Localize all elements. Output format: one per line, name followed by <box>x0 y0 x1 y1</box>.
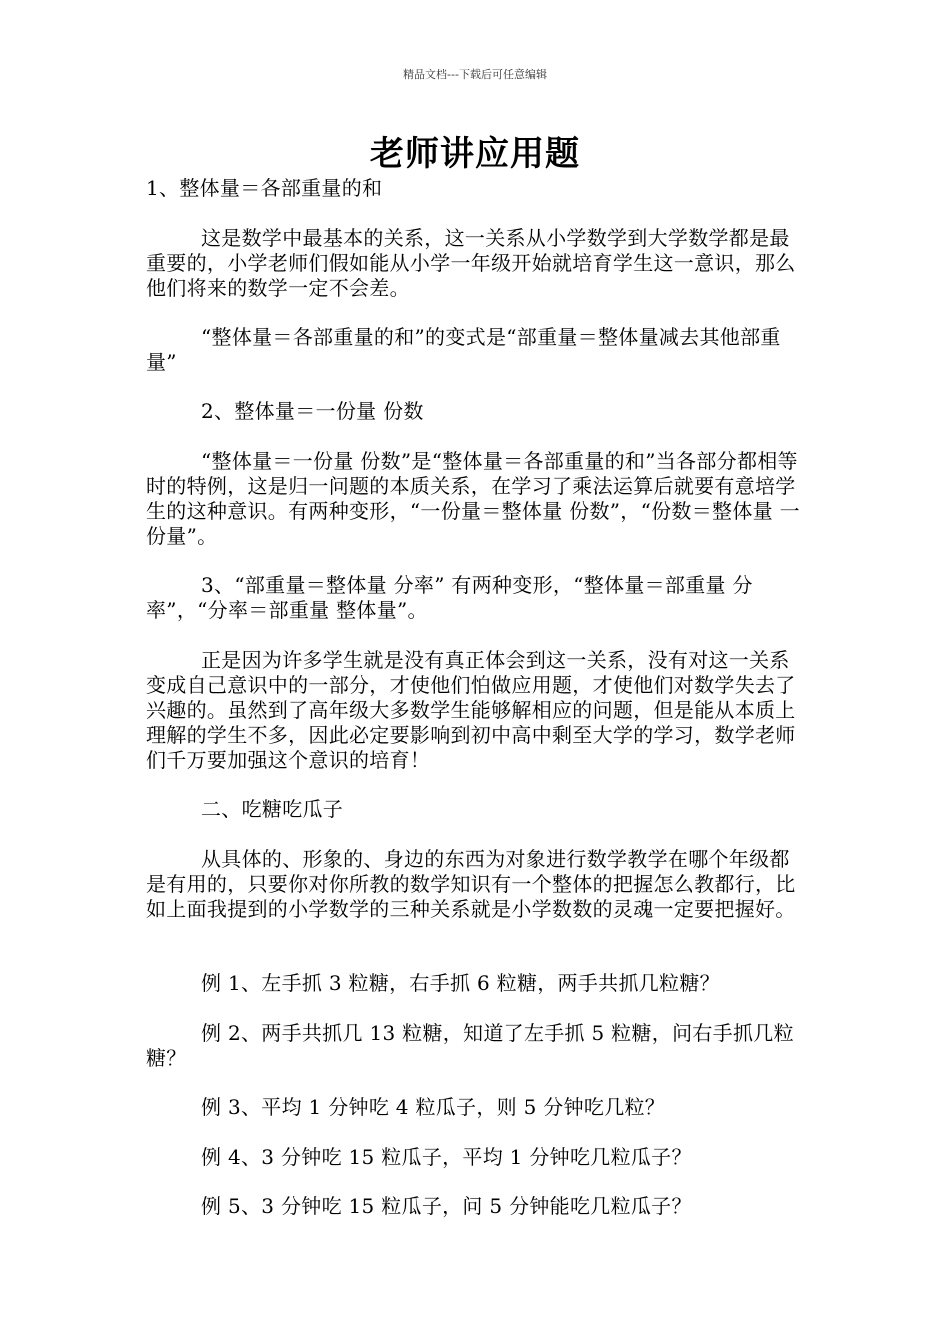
example-4: 例 4、3 分钟吃 15 粒瓜子，平均 1 分钟吃几粒瓜子？ <box>201 1145 692 1169</box>
paragraph-6: 正是因为许多学生就是没有真正体会到这一关系，没有对这一关系变成自己意识中的一部分，才使他们怕做应用题，才使他们对数学失去了兴趣的。虽然到了高年级大多数学生能够解相应的问题，但是能从本质上理解的学生不多，因此必定要影响到初中高中剩至大学的学习，数学老师们千万要加强这个意识的培育！ <box>146 648 796 772</box>
paragraph-5: 3、“部重量＝整体量 分率” 有两种变形，“整体量＝部重量 分率”，“分率＝部重量 整体量”。 <box>146 573 753 622</box>
paragraph-2: “整体量＝各部重量的和”的变式是“部重量＝整体量减去其他部重量” <box>146 325 781 374</box>
example-2: 例 2、两手共抓几 13 粒糖，知道了左手抓 5 粒糖，问右手抓几粒糖？ <box>146 1021 794 1070</box>
page-title: 老师讲应用题 <box>370 134 580 174</box>
paragraph-4: “整体量＝一份量 份数”是“整体量＝各部重量的和”当各部分都相等时的特例，这是归一问题的本质关系，在学习了乘法运算后就要有意培学生的这种意识。有两种变形，“一份量＝整体量 份数”，“份数＝整体量 一份量”。 <box>146 449 800 548</box>
example-5: 例 5、3 分钟吃 15 粒瓜子，问 5 分钟能吃几粒瓜子？ <box>201 1194 692 1218</box>
paragraph-7: 从具体的、形象的、身边的东西为对象进行数学教学在哪个年级都是有用的，只要你对你所教的数学知识有一个整体的把握怎么教都行，比如上面我提到的小学数学的三种关系就是小学数数的灵魂一定要把握好。 <box>146 847 796 921</box>
example-1: 例 1、左手抓 3 粒糖，右手抓 6 粒糖，两手共抓几粒糖？ <box>201 971 720 995</box>
section2-heading: 二、吃糖吃瓜子 <box>201 797 344 821</box>
paragraph-1: 这是数学中最基本的关系，这一关系从小学数学到大学数学都是最重要的，小学老师们假如能从小学一年级开始就培育学生这一意识，那么他们将来的数学一定不会差。 <box>146 226 796 300</box>
header-note: 精品文档---下载后可任意编辑 <box>403 68 547 81</box>
example-3: 例 3、平均 1 分钟吃 4 粒瓜子，则 5 分钟吃几粒？ <box>201 1095 666 1119</box>
paragraph-3: 2、整体量＝一份量 份数 <box>201 399 424 423</box>
section1-heading: 1、整体量＝各部重量的和 <box>146 176 383 200</box>
